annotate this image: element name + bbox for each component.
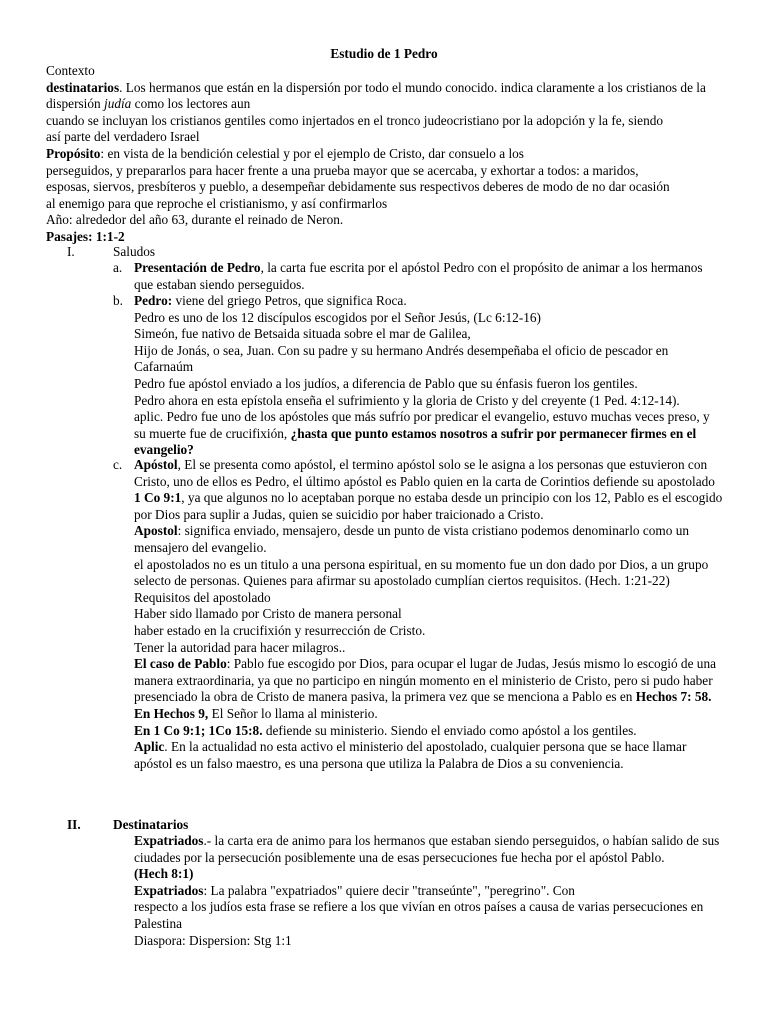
item-c-letter: c. [113, 457, 123, 472]
proposito-line-3: esposas, siervos, presbíteros y pueblo, a desempeñar debidamente sus respectivos deberes de modo de no dar ocasión [46, 179, 670, 195]
apostol-text: : significa enviado, mensajero, desde un punto de vista cristiano podemos denominarlo como un mensajero del evangelio. [134, 523, 690, 555]
item-c-text-a: , El se presenta como apóstol, el termino apóstol solo se le asigna a los personas que estuvieron con Cristo, uno de ellos es Pedro, el último apóstol es Pablo quien en la carta de Corintios defiende su apostolado [134, 457, 715, 489]
item-b-line-4: Pedro fue apóstol enviado a los judíos, a diferencia de Pablo que su énfasis fueron los gentiles. [134, 375, 638, 391]
section-2-body [134, 833, 724, 949]
section-2-heading: Destinatarios [113, 817, 189, 832]
item-b [134, 293, 724, 459]
gentiles-line: cuando se incluyan los cristianos gentiles como injertados en el tronco judeocristiano por la adopción y la fe, siendo [46, 112, 664, 128]
judia-word: judía [104, 96, 132, 112]
proposito-paragraph [46, 146, 722, 163]
item-c-term: Apóstol [134, 457, 178, 472]
hechos-9-text: El Señor lo llama al ministerio. [208, 705, 378, 721]
item-b-letter: b. [113, 293, 123, 308]
caso-pablo-text: : Pablo fue escogido por Dios, para ocupar el lugar de Judas, Jesús mismo lo escogió de una manera extraordinaria, ya que no participo en ningún momento en el ministerio de Cristo, pero si pudo haber presenciado la obra de Cristo de manera pasiva, la primera vez que se menciona a Pablo es en [134, 656, 717, 705]
section-1-heading: Saludos [113, 244, 156, 259]
item-b-line-5: Pedro ahora en esta epístola enseña el sufrimiento y la gloria de Cristo y del creyente (1 Ped. 4:12-14). [134, 392, 680, 408]
requisito-1: Haber sido llamado por Cristo de manera personal [134, 606, 402, 622]
corintios-ref: En 1 Co 9:1; 1Co 15:8. [134, 722, 263, 738]
aplic-term: Aplic [134, 739, 165, 755]
year-line: Año: alrededor del año 63, durante el reinado de Neron. [46, 212, 344, 228]
destinatarios-term: destinatarios [46, 79, 120, 95]
expatriados-term-2: Expatriados [134, 882, 204, 898]
requisito-3: Tener la autoridad para hacer milagros.. [134, 639, 346, 655]
intro-block [46, 63, 722, 246]
item-b-term: Pedro: [134, 293, 173, 308]
item-a-text: , la carta fue escrita por el apóstol Pedro con el propósito de animar a los hermanos que estaban siendo perseguidos. [134, 260, 703, 292]
requisito-2: haber estado en la crucifixión y resurrección de Cristo. [134, 622, 426, 638]
item-c-text-b: , ya que algunos no lo aceptaban porque no estaba desde un principio con los 12, Pablo es el escogido por Dios para suplir a Judas, quien se suicidio por haber traicionado a Cristo. [134, 490, 723, 522]
item-b-line-2: Simeón, fue nativo de Betsaida situada sobre el mar de Galilea, [134, 326, 471, 342]
proposito-line-2: perseguidos, y prepararlos para hacer frente a una prueba mayor que se acercaba, y exhortar a todos: a maridos, [46, 162, 639, 178]
apostolado-paragraph: el apostolados no es un titulo a una persona espiritual, en su momento fue un don dado por Dios, a un grupo selecto de personas. Quienes para afirmar su apostolado cumplían ciertos requisitos. (Hech. 1:21-22) [134, 556, 709, 589]
hechos-9-ref: En Hechos 9, [134, 705, 209, 721]
hechos-8-ref: (Hech 8:1) [134, 866, 194, 882]
proposito-term: Propósito [46, 145, 101, 161]
document-title: Estudio de 1 Pedro [330, 46, 438, 61]
item-b-question: ¿hasta que punto estamos nosotros a sufrir por permanecer firmes en el evangelio? [134, 425, 697, 458]
expatriados-text-1: .- la carta era de animo para los hermanos que estaban siendo perseguidos, o habían salido de sus ciudades por la persecución posiblemente una de esas persecuciones fue hecha por el apóstol Pablo. [134, 833, 720, 865]
proposito-text: : en vista de la bendición celestial y por el ejemplo de Cristo, dar consuelo a los [100, 145, 524, 161]
item-a-term: Presentación de Pedro [134, 260, 261, 275]
item-b-line-3: Hijo de Jonás, o sea, Juan. Con su padre y su hermano Andrés desempeñaba el oficio de pescador en Cafarnaúm [134, 342, 669, 375]
corintios-text: defiende su ministerio. Siendo el enviado como apóstol a los gentiles. [262, 722, 637, 738]
item-a-letter: a. [113, 260, 123, 275]
item-b-line-6 [134, 409, 724, 459]
item-c-ref: 1 Co 9:1 [134, 490, 182, 506]
caso-pablo-term: El caso de Pablo [134, 656, 227, 672]
apostol-term: Apostol [134, 523, 178, 539]
israel-line: así parte del verdadero Israel [46, 129, 200, 145]
section-2-numeral: II. [67, 817, 81, 832]
section-1-numeral: I. [67, 244, 75, 259]
item-b-aplic-text: aplic. Pedro fue uno de los apóstoles que más sufrío por predicar el evangelio, estuvo muchas veces preso, y su muerte fue de crucifixión, [134, 409, 710, 441]
diaspora-line: Diaspora: Dispersion: Stg 1:1 [134, 932, 292, 948]
aplic-text: . En la actualidad no esta activo el ministerio del apostolado, cualquier persona que se hace llamar apóstol es un falso maestro, es una persona que utiliza la Palabra de Dios a su conveniencia. [134, 739, 687, 771]
caso-pablo-ref: Hechos 7: 58. [635, 689, 712, 705]
item-c [134, 457, 724, 772]
proposito-line-4: al enemigo para que reproche el cristianismo, y así confirmarlos [46, 195, 388, 211]
destinatarios-text: . Los hermanos que están en la dispersión por todo el mundo conocido. indica claramente a los cristianos de la dispersión [46, 79, 706, 112]
expatriados-text-2: : La palabra "expatriados" quiere decir "transeúnte", "peregrino". Con [203, 882, 575, 898]
item-b-text: viene del griego Petros, que significa Roca. [172, 293, 407, 308]
pasajes-line: Pasajes: 1:1-2 [46, 228, 125, 244]
context-label: Contexto [46, 63, 95, 78]
expatriados-term-1: Expatriados [134, 833, 204, 848]
item-b-line-1: Pedro es uno de los 12 discípulos escogidos por el Señor Jesús, (Lc 6:12-16) [134, 309, 541, 325]
requisitos-title: Requisitos del apostolado [134, 589, 271, 605]
destinatarios-paragraph [46, 80, 722, 113]
item-a [134, 260, 724, 293]
expatriados-text-3: respecto a los judíos esta frase se refiere a los que vivían en otros países a causa de varias persecuciones en Palestina [134, 899, 704, 931]
destinatarios-end: como los lectores aun [131, 96, 251, 112]
